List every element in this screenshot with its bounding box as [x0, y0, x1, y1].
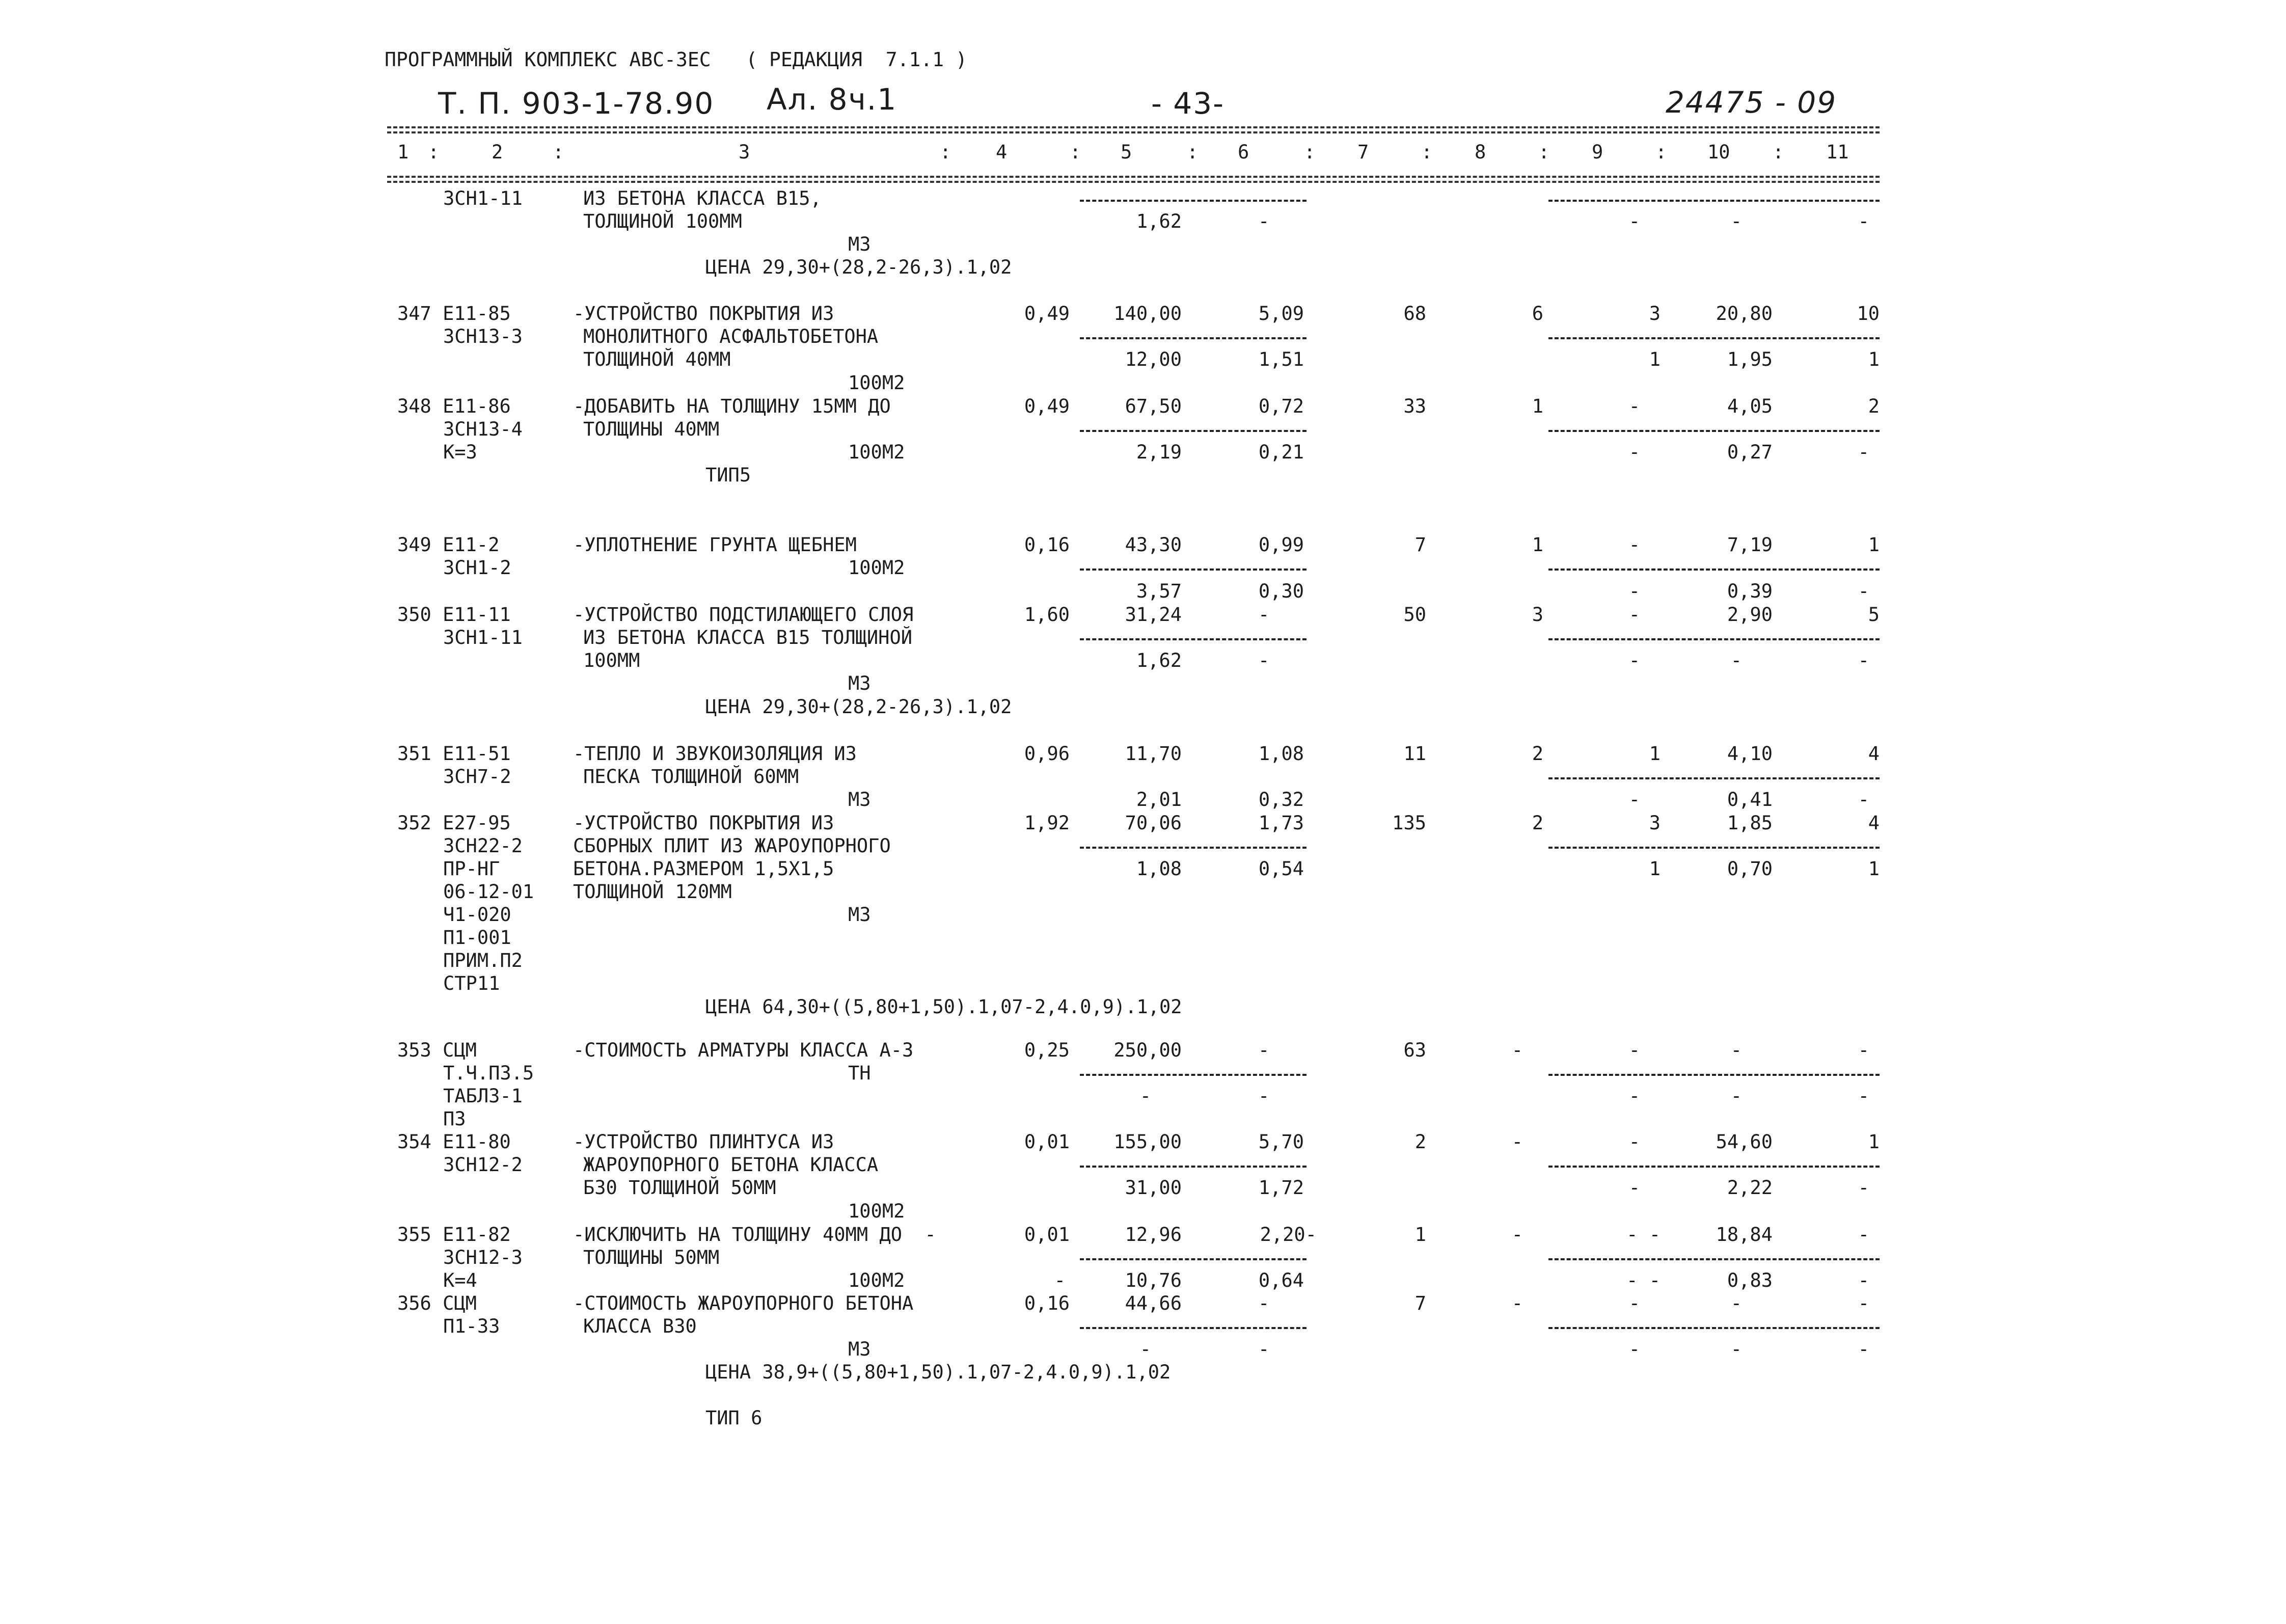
dash-rule — [1080, 200, 1307, 202]
code-cell: 06-12-01 — [443, 881, 534, 903]
code-cell: К=4 — [443, 1269, 477, 1291]
value-cell: 1 — [1649, 743, 1661, 765]
value-cell: 2,90 — [1727, 604, 1773, 626]
description-line: Б30 ТОЛЩИНОЙ 50ММ — [583, 1177, 776, 1199]
value-cell: - — [1858, 1039, 1869, 1061]
value-cell: 1,51 — [1258, 348, 1304, 370]
code-cell: 3СН13-4 — [443, 418, 523, 440]
value-cell: - — [1258, 1085, 1270, 1107]
value-cell: 0,96 — [1024, 743, 1070, 765]
value-cell: 140,00 — [1113, 303, 1182, 324]
value-cell: 1,60 — [1024, 604, 1070, 626]
dash-rule — [1080, 847, 1307, 849]
value-cell: - — [1858, 1338, 1869, 1360]
value-cell: 0,49 — [1024, 303, 1070, 324]
code-cell: 3СН22-2 — [443, 835, 523, 857]
value-cell: 1,72 — [1258, 1177, 1304, 1199]
program-title: ПРОГРАММНЫЙ КОМПЛЕКС АВС-3ЕС ( РЕДАКЦИЯ 7.1.1 ) — [385, 48, 967, 71]
value-cell: 2 — [1532, 812, 1543, 834]
value-cell: 1,62 — [1136, 649, 1182, 671]
code-cell: 3СН12-3 — [443, 1247, 523, 1268]
description-line: ИЗ БЕТОНА КЛАССА В15, — [583, 187, 822, 209]
value-cell: - — [1730, 1338, 1742, 1360]
value-cell: 0,30 — [1258, 580, 1304, 602]
code-cell: Ч1-020 — [443, 904, 511, 926]
value-cell: 0,41 — [1727, 789, 1773, 810]
value-cell: 0,32 — [1258, 789, 1304, 810]
value-cell: 11 — [1403, 743, 1426, 765]
code-cell: 351 Е11-51 — [397, 743, 511, 765]
value-cell: 0,16 — [1024, 534, 1070, 556]
unit-label: 100М2 — [848, 1269, 905, 1291]
dash-rule — [1080, 337, 1307, 339]
value-cell: 0,54 — [1258, 858, 1304, 880]
value-cell: 0,49 — [1024, 395, 1070, 417]
unit-label: М3 — [848, 233, 871, 255]
value-cell: - — [1628, 1039, 1640, 1061]
page-number: - 43- — [1151, 86, 1225, 121]
value-cell: - — [1258, 210, 1270, 232]
value-cell: 31,24 — [1125, 604, 1182, 626]
value-cell: 3,57 — [1136, 580, 1182, 602]
code-cell: 355 Е11-82 — [397, 1224, 511, 1246]
description-line: ИЗ БЕТОНА КЛАССА В15 ТОЛЩИНОЙ — [583, 627, 913, 648]
value-cell: - — [1858, 1224, 1869, 1246]
value-cell: 20,80 — [1716, 303, 1773, 324]
value-cell: 2 — [1414, 1131, 1426, 1153]
value-cell: - — [1258, 1039, 1270, 1061]
dash-rule — [1080, 1258, 1307, 1260]
value-cell: - — [1858, 441, 1869, 463]
project-code: Т. П. 903-1-78.90 — [438, 86, 715, 121]
code-cell: 3СН1-11 — [443, 187, 523, 209]
value-cell: 0,01 — [1024, 1131, 1070, 1153]
value-cell: 70,06 — [1125, 812, 1182, 834]
unit-label: ТН — [848, 1062, 871, 1084]
column-header: 4 — [996, 141, 1008, 163]
dash-rule — [1080, 638, 1307, 640]
description-line: ТОЛЩИНЫ 50ММ — [583, 1247, 720, 1268]
code-cell: П1-001 — [443, 927, 511, 949]
unit-label: 100М2 — [848, 1200, 905, 1222]
value-cell: - — [1628, 789, 1640, 810]
column-header: 3 — [739, 141, 750, 163]
value-cell: 31,00 — [1125, 1177, 1182, 1199]
code-cell: 353 СЦМ — [397, 1039, 477, 1061]
rule-top-2 — [387, 131, 1880, 133]
value-cell: 4 — [1868, 743, 1880, 765]
code-cell: ПРИМ.П2 — [443, 950, 523, 971]
price-note: ЦЕНА 64,30+((5,80+1,50).1,07-2,4.0,9).1,02 — [705, 996, 1182, 1018]
code-cell: 349 Е11-2 — [397, 534, 500, 556]
value-cell: 18,84 — [1716, 1224, 1773, 1246]
dash-rule — [1548, 1258, 1880, 1260]
value-cell: 1 — [1532, 395, 1543, 417]
price-note: ЦЕНА 29,30+(28,2-26,3).1,02 — [705, 256, 1012, 278]
description-line: ПЕСКА ТОЛЩИНОЙ 60ММ — [583, 766, 799, 788]
description-line: 100ММ — [583, 649, 640, 671]
dash-rule — [1548, 430, 1880, 432]
description-line: ТОЛЩИНОЙ 120ММ — [573, 881, 732, 903]
code-cell: СТР11 — [443, 972, 500, 994]
value-cell: 1 — [1414, 1224, 1426, 1246]
value-cell: 0,21 — [1258, 441, 1304, 463]
value-cell: 0,25 — [1024, 1039, 1070, 1061]
rule-top — [387, 126, 1880, 128]
value-cell: 67,50 — [1125, 395, 1182, 417]
value-cell: 5 — [1868, 604, 1880, 626]
column-header: 11 — [1826, 141, 1849, 163]
value-cell: - — [1258, 1338, 1270, 1360]
value-cell: - — [1054, 1269, 1066, 1291]
description-line: -УСТРОЙСТВО ПОДСТИЛАЮЩЕГО СЛОЯ — [573, 604, 914, 626]
dash-rule — [1080, 569, 1307, 571]
value-cell: 4,05 — [1727, 395, 1773, 417]
code-cell: 352 Е27-95 — [397, 812, 511, 834]
value-cell: 33 — [1403, 395, 1426, 417]
description-line: -УПЛОТНЕНИЕ ГРУНТА ЩЕБНЕМ — [573, 534, 857, 556]
code-cell: 3СН1-11 — [443, 627, 523, 648]
value-cell: 3 — [1649, 812, 1661, 834]
value-cell: 1 — [1868, 348, 1880, 370]
value-cell: 3 — [1532, 604, 1543, 626]
unit-label: 100М2 — [848, 441, 905, 463]
value-cell: 0,70 — [1727, 858, 1773, 880]
description-line: БЕТОНА.РАЗМЕРОМ 1,5Х1,5 — [573, 858, 834, 880]
value-cell: - — [1858, 1269, 1869, 1291]
value-cell: - — [1628, 580, 1640, 602]
description-line: -ТЕПЛО И ЗВУКОИЗОЛЯЦИЯ ИЗ — [573, 743, 857, 765]
code-cell: 347 Е11-85 — [397, 303, 511, 324]
description-line: -ДОБАВИТЬ НА ТОЛЩИНУ 15ММ ДО — [573, 395, 891, 417]
description-line: ЖАРОУПОРНОГО БЕТОНА КЛАССА — [583, 1154, 879, 1176]
column-header: 7 — [1357, 141, 1369, 163]
type-note: ТИП 6 — [705, 1407, 763, 1429]
value-cell: 1,08 — [1136, 858, 1182, 880]
dash-rule — [1548, 638, 1880, 640]
value-cell: - — [1628, 1085, 1640, 1107]
value-cell: 68 — [1403, 303, 1426, 324]
dash-rule — [1548, 200, 1880, 202]
rule-header-2 — [387, 181, 1880, 183]
description-line: ТОЛЩИНОЙ 40ММ — [583, 348, 731, 370]
dash-rule — [1548, 1327, 1880, 1329]
price-note: ЦЕНА 38,9+((5,80+1,50).1,07-2,4.0,9).1,02 — [705, 1361, 1171, 1383]
dash-rule — [1548, 847, 1880, 849]
value-cell: - — [1730, 1085, 1742, 1107]
value-cell: 4 — [1868, 812, 1880, 834]
value-cell: 1,95 — [1727, 348, 1773, 370]
code-cell: 3СН12-2 — [443, 1154, 523, 1176]
value-cell: 0,27 — [1727, 441, 1773, 463]
value-cell: 1,92 — [1024, 812, 1070, 834]
price-note: ЦЕНА 29,30+(28,2-26,3).1,02 — [705, 696, 1012, 718]
value-cell: - — [1628, 1177, 1640, 1199]
value-cell: - — [1628, 210, 1640, 232]
value-cell: - — [1139, 1338, 1151, 1360]
code-cell: П3 — [443, 1108, 466, 1130]
value-cell: - — [1628, 1292, 1640, 1314]
dash-rule — [1548, 1166, 1880, 1168]
column-header: 9 — [1592, 141, 1603, 163]
value-cell: 6 — [1532, 303, 1543, 324]
column-header: 10 — [1707, 141, 1730, 163]
value-cell: 3 — [1649, 303, 1661, 324]
code-cell: ТАБЛ3-1 — [443, 1085, 523, 1107]
value-cell: 2,22 — [1727, 1177, 1773, 1199]
value-cell: - — [1628, 1338, 1640, 1360]
value-cell: 10,76 — [1125, 1269, 1182, 1291]
value-cell: - — [1258, 604, 1270, 626]
value-cell: 2,01 — [1136, 789, 1182, 810]
value-cell: 12,96 — [1125, 1224, 1182, 1246]
value-cell: - — [1858, 210, 1869, 232]
value-cell: 0,64 — [1258, 1269, 1304, 1291]
code-cell: 350 Е11-11 — [397, 604, 511, 626]
column-header: 6 — [1238, 141, 1249, 163]
value-cell: - — [1511, 1131, 1523, 1153]
value-cell: 1,85 — [1727, 812, 1773, 834]
value-cell: 5,09 — [1258, 303, 1304, 324]
description-line: МОНОЛИТНОГО АСФАЛЬТОБЕТОНА — [583, 326, 879, 347]
value-cell: - — [1258, 649, 1270, 671]
value-cell: - — [1628, 649, 1640, 671]
code-cell: 3СН7-2 — [443, 766, 511, 788]
value-cell: 44,66 — [1125, 1292, 1182, 1314]
value-cell: 0,01 — [1024, 1224, 1070, 1246]
rule-header — [387, 176, 1880, 178]
value-cell: 54,60 — [1716, 1131, 1773, 1153]
value-cell: 63 — [1403, 1039, 1426, 1061]
value-cell: 1 — [1868, 858, 1880, 880]
unit-label: М3 — [848, 1338, 871, 1360]
value-cell: - — [1858, 1177, 1869, 1199]
description-line: -УСТРОЙСТВО ПЛИНТУСА ИЗ — [573, 1131, 834, 1153]
document-code: 24475 - 09 — [1666, 85, 1837, 120]
value-cell: - — [1511, 1039, 1523, 1061]
value-cell: 10 — [1857, 303, 1880, 324]
description-line: КЛАССА В30 — [583, 1315, 697, 1337]
value-cell: 2 — [1532, 743, 1543, 765]
value-cell: - — [1628, 1131, 1640, 1153]
column-header: 5 — [1121, 141, 1132, 163]
code-cell: 3СН1-2 — [443, 557, 511, 579]
value-cell: 155,00 — [1113, 1131, 1182, 1153]
value-cell: 1 — [1532, 534, 1543, 556]
value-cell: - — [1511, 1292, 1523, 1314]
value-cell: - — [1628, 395, 1640, 417]
value-cell: 1 — [1868, 1131, 1880, 1153]
code-cell: Т.Ч.П3.5 — [443, 1062, 534, 1084]
unit-label: М3 — [848, 672, 871, 694]
value-cell: - — [1628, 534, 1640, 556]
value-cell: - — [1139, 1085, 1151, 1107]
value-cell: 1,73 — [1258, 812, 1304, 834]
value-cell: - — [1730, 1292, 1742, 1314]
value-cell: 0,39 — [1727, 580, 1773, 602]
description-line: -ИСКЛЮЧИТЬ НА ТОЛЩИНУ 40ММ ДО - — [573, 1224, 936, 1246]
dash-rule — [1548, 337, 1880, 339]
value-cell: - — [1730, 649, 1742, 671]
value-cell: 2,19 — [1136, 441, 1182, 463]
value-cell: 0,83 — [1727, 1269, 1773, 1291]
dash-rule — [1080, 1327, 1307, 1329]
value-cell: 4,10 — [1727, 743, 1773, 765]
value-cell: - — [1858, 1085, 1869, 1107]
album-number: Ал. 8ч.1 — [767, 82, 897, 117]
description-line: -УСТРОЙСТВО ПОКРЫТИЯ ИЗ — [573, 812, 834, 834]
value-cell: - — [1511, 1224, 1523, 1246]
column-header: 1 — [397, 141, 409, 163]
unit-label: ТИП5 — [705, 464, 751, 486]
value-cell: 250,00 — [1113, 1039, 1182, 1061]
value-cell: 1,08 — [1258, 743, 1304, 765]
description-line: ТОЛЩИНЫ 40ММ — [583, 418, 720, 440]
description-line: -СТОИМОСТЬ АРМАТУРЫ КЛАССА А-3 — [573, 1039, 914, 1061]
unit-label: М3 — [848, 789, 871, 810]
value-cell: - — [1730, 210, 1742, 232]
value-cell: 7 — [1414, 534, 1426, 556]
column-header: 8 — [1475, 141, 1486, 163]
value-cell: - — [1858, 649, 1869, 671]
dash-rule — [1548, 777, 1880, 779]
value-cell: 0,72 — [1258, 395, 1304, 417]
unit-label: 100М2 — [848, 557, 905, 579]
value-cell: 0,99 — [1258, 534, 1304, 556]
code-cell: 354 Е11-80 — [397, 1131, 511, 1153]
value-cell: 1 — [1649, 858, 1661, 880]
value-cell: - - — [1626, 1224, 1661, 1246]
value-cell: - — [1858, 789, 1869, 810]
value-cell: 1,62 — [1136, 210, 1182, 232]
value-cell: 50 — [1403, 604, 1426, 626]
dash-rule — [1080, 430, 1307, 432]
dash-rule — [1080, 1074, 1307, 1076]
unit-label: М3 — [848, 904, 871, 926]
value-cell: - — [1858, 580, 1869, 602]
value-cell: 135 — [1392, 812, 1426, 834]
value-cell: - - — [1626, 1269, 1661, 1291]
code-cell: П1-33 — [443, 1315, 500, 1337]
value-cell: 0,16 — [1024, 1292, 1070, 1314]
value-cell: 2,20- — [1260, 1224, 1317, 1246]
dash-rule — [1548, 1074, 1880, 1076]
code-cell: 348 Е11-86 — [397, 395, 511, 417]
code-cell: 3СН13-3 — [443, 326, 523, 347]
value-cell: 1 — [1649, 348, 1661, 370]
code-cell: ПР-НГ — [443, 858, 500, 880]
value-cell: - — [1628, 441, 1640, 463]
code-cell: 356 СЦМ — [397, 1292, 477, 1314]
value-cell: - — [1628, 604, 1640, 626]
value-cell: 11,70 — [1125, 743, 1182, 765]
value-cell: 2 — [1868, 395, 1880, 417]
value-cell: - — [1858, 1292, 1869, 1314]
value-cell: 7,19 — [1727, 534, 1773, 556]
value-cell: 12,00 — [1125, 348, 1182, 370]
description-line: -СТОИМОСТЬ ЖАРОУПОРНОГО БЕТОНА — [573, 1292, 914, 1314]
unit-label: 100М2 — [848, 372, 905, 394]
description-line: ТОЛЩИНОЙ 100ММ — [583, 210, 742, 232]
dash-rule — [1080, 1166, 1307, 1168]
description-line: СБОРНЫХ ПЛИТ ИЗ ЖАРОУПОРНОГО — [573, 835, 891, 857]
value-cell: - — [1258, 1292, 1270, 1314]
value-cell: 43,30 — [1125, 534, 1182, 556]
value-cell: - — [1730, 1039, 1742, 1061]
dash-rule — [1548, 569, 1880, 571]
value-cell: 1 — [1868, 534, 1880, 556]
code-cell: К=3 — [443, 441, 477, 463]
value-cell: 7 — [1414, 1292, 1426, 1314]
value-cell: 5,70 — [1258, 1131, 1304, 1153]
description-line: -УСТРОЙСТВО ПОКРЫТИЯ ИЗ — [573, 303, 834, 324]
column-header: 2 — [492, 141, 503, 163]
